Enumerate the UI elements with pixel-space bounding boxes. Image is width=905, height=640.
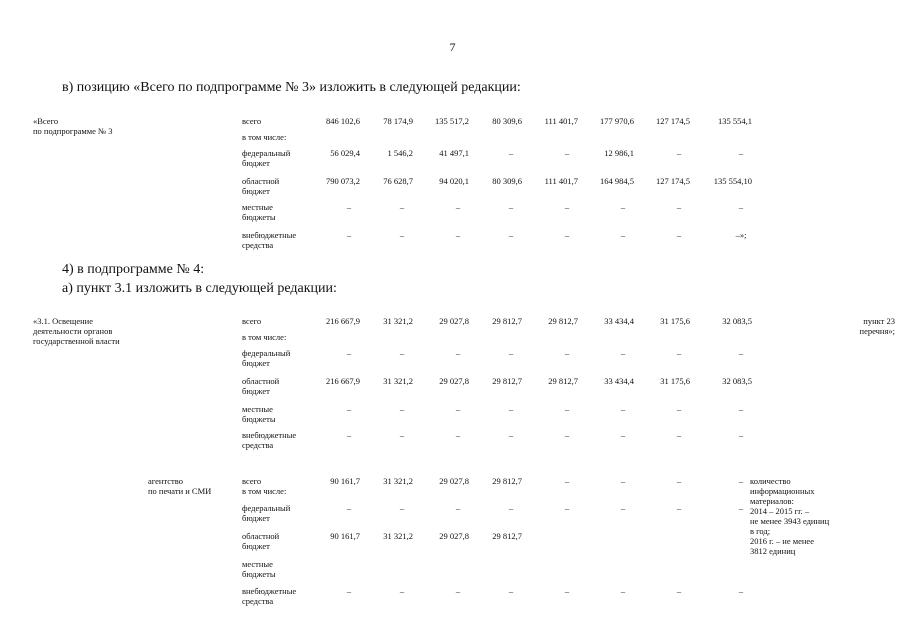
amount-cell: 31 321,2 [383, 376, 413, 386]
amount-cell: – [564, 348, 570, 358]
funding-source-label: областной бюджет [242, 376, 280, 396]
amount-cell: – [508, 430, 514, 440]
amount-cell: – [620, 348, 626, 358]
amount-cell: – [508, 202, 514, 212]
amount-cell: – [346, 586, 352, 596]
amount-cell: – [564, 430, 570, 440]
amount-cell: – [620, 202, 626, 212]
amount-cell: –»; [735, 230, 747, 240]
amount-cell: – [346, 348, 352, 358]
amount-cell: – [455, 503, 461, 513]
amount-cell: – [676, 404, 682, 414]
amount-cell: 31 321,2 [383, 316, 413, 326]
amount-cell: 33 434,4 [604, 376, 634, 386]
amount-cell: – [738, 348, 744, 358]
amount-cell: 29 027,8 [439, 376, 469, 386]
amount-cell: – [508, 503, 514, 513]
amount-cell: – [676, 348, 682, 358]
amount-cell: – [564, 202, 570, 212]
amount-cell: – [738, 404, 744, 414]
amount-cell: – [676, 430, 682, 440]
amount-cell: 111 401,7 [544, 116, 578, 126]
amount-cell: – [676, 503, 682, 513]
funding-source-label: местные бюджеты [242, 202, 276, 222]
amount-cell: – [399, 348, 405, 358]
amount-cell: – [738, 503, 744, 513]
amount-cell: – [564, 404, 570, 414]
funding-source-label: областной бюджет [242, 176, 280, 196]
amount-cell: 790 073,2 [326, 176, 360, 186]
amount-cell: – [508, 230, 514, 240]
amount-cell: 76 628,7 [383, 176, 413, 186]
amount-cell: – [620, 503, 626, 513]
amount-cell: – [399, 230, 405, 240]
funding-source-label: местные бюджеты [242, 559, 276, 579]
amount-cell: – [455, 230, 461, 240]
funding-source-label: федеральный бюджет [242, 503, 291, 523]
amount-cell: 29 812,7 [548, 316, 578, 326]
amount-cell: – [455, 586, 461, 596]
amount-cell: – [738, 148, 744, 158]
heading-subprogram-3: в) позицию «Всего по подпрограмме № 3» изложить в следующей редакции: [62, 80, 521, 95]
amount-cell: 90 161,7 [330, 531, 360, 541]
amount-cell: 31 175,6 [660, 316, 690, 326]
amount-cell: – [564, 230, 570, 240]
indicator-text: количество информационных материалов: 2014 – 2015 гг. – не менее 3943 единиц в год; 2016 г. – не менее 3812 единиц [750, 476, 830, 556]
funding-source-label: местные бюджеты [242, 404, 276, 424]
funding-source-label: внебюджетные средства [242, 230, 297, 250]
amount-cell: 135 554,1 [718, 116, 752, 126]
executor-name: агентство по печати и СМИ [148, 476, 212, 496]
page-number: 7 [449, 40, 456, 54]
amount-cell: 164 984,5 [600, 176, 634, 186]
amount-cell: 29 812,7 [492, 316, 522, 326]
amount-cell: 29 027,8 [439, 476, 469, 486]
amount-cell: 29 812,7 [492, 476, 522, 486]
amount-cell: – [738, 430, 744, 440]
amount-cell: – [620, 476, 626, 486]
amount-cell: 31 321,2 [383, 476, 413, 486]
amount-cell: – [620, 586, 626, 596]
funding-source-label: всего в том числе: [242, 476, 287, 496]
amount-cell: – [399, 404, 405, 414]
amount-cell: 216 667,9 [326, 316, 360, 326]
amount-cell: – [508, 404, 514, 414]
amount-cell: – [676, 476, 682, 486]
amount-cell: – [738, 586, 744, 596]
amount-cell: – [676, 586, 682, 596]
amount-cell: – [620, 404, 626, 414]
position-name: «3.1. Освещение деятельности органов государственной власти [33, 316, 120, 346]
funding-source-label: в том числе: [242, 332, 287, 342]
amount-cell: 90 161,7 [330, 476, 360, 486]
amount-cell: 56 029,4 [330, 148, 360, 158]
amount-cell: – [508, 148, 514, 158]
amount-cell: – [399, 503, 405, 513]
amount-cell: – [564, 586, 570, 596]
heading-item-3-1: а) пункт 3.1 изложить в следующей редакции: [62, 281, 337, 296]
amount-cell: 29 027,8 [439, 316, 469, 326]
reference-note: пункт 23 перечня»; [859, 316, 895, 336]
amount-cell: 29 812,7 [492, 376, 522, 386]
amount-cell: 846 102,6 [326, 116, 360, 126]
amount-cell: 31 175,6 [660, 376, 690, 386]
amount-cell: – [455, 404, 461, 414]
amount-cell: – [399, 202, 405, 212]
funding-source-label: областной бюджет [242, 531, 280, 551]
amount-cell: – [346, 202, 352, 212]
amount-cell: – [564, 476, 570, 486]
amount-cell: 31 321,2 [383, 531, 413, 541]
funding-source-label: в том числе: [242, 132, 287, 142]
amount-cell: 127 174,5 [656, 176, 690, 186]
funding-source-label: внебюджетные средства [242, 586, 297, 606]
amount-cell: – [508, 348, 514, 358]
amount-cell: 29 812,7 [548, 376, 578, 386]
amount-cell: 41 497,1 [439, 148, 469, 158]
amount-cell: – [564, 503, 570, 513]
amount-cell: – [508, 586, 514, 596]
amount-cell: – [620, 230, 626, 240]
amount-cell: – [676, 202, 682, 212]
amount-cell: – [399, 430, 405, 440]
amount-cell: 32 083,5 [722, 316, 752, 326]
funding-source-label: федеральный бюджет [242, 348, 291, 368]
amount-cell: 12 986,1 [604, 148, 634, 158]
heading-subprogram-4: 4) в подпрограмме № 4: [62, 262, 205, 277]
funding-source-label: федеральный бюджет [242, 148, 291, 168]
amount-cell: 111 401,7 [544, 176, 578, 186]
amount-cell: – [564, 148, 570, 158]
amount-cell: 33 434,4 [604, 316, 634, 326]
amount-cell: – [455, 202, 461, 212]
amount-cell: 78 174,9 [383, 116, 413, 126]
amount-cell: 80 309,6 [492, 116, 522, 126]
amount-cell: 94 020,1 [439, 176, 469, 186]
amount-cell: – [455, 430, 461, 440]
funding-source-label: всего [242, 116, 262, 126]
amount-cell: 1 546,2 [387, 148, 413, 158]
amount-cell: 29 812,7 [492, 531, 522, 541]
funding-source-label: внебюджетные средства [242, 430, 297, 450]
amount-cell: 135 517,2 [435, 116, 469, 126]
amount-cell: – [399, 586, 405, 596]
amount-cell: 135 554,10 [713, 176, 752, 186]
amount-cell: – [346, 230, 352, 240]
amount-cell: – [346, 430, 352, 440]
amount-cell: 127 174,5 [656, 116, 690, 126]
amount-cell: 32 083,5 [722, 376, 752, 386]
amount-cell: 29 027,8 [439, 531, 469, 541]
amount-cell: – [738, 202, 744, 212]
position-name: «Всего по подпрограмме № 3 [33, 116, 113, 136]
amount-cell: – [676, 230, 682, 240]
amount-cell: 177 970,6 [600, 116, 634, 126]
amount-cell: – [346, 503, 352, 513]
amount-cell: – [738, 476, 744, 486]
amount-cell: 216 667,9 [326, 376, 360, 386]
funding-source-label: всего [242, 316, 262, 326]
amount-cell: – [455, 348, 461, 358]
amount-cell: – [620, 430, 626, 440]
amount-cell: – [346, 404, 352, 414]
amount-cell: 80 309,6 [492, 176, 522, 186]
amount-cell: – [676, 148, 682, 158]
